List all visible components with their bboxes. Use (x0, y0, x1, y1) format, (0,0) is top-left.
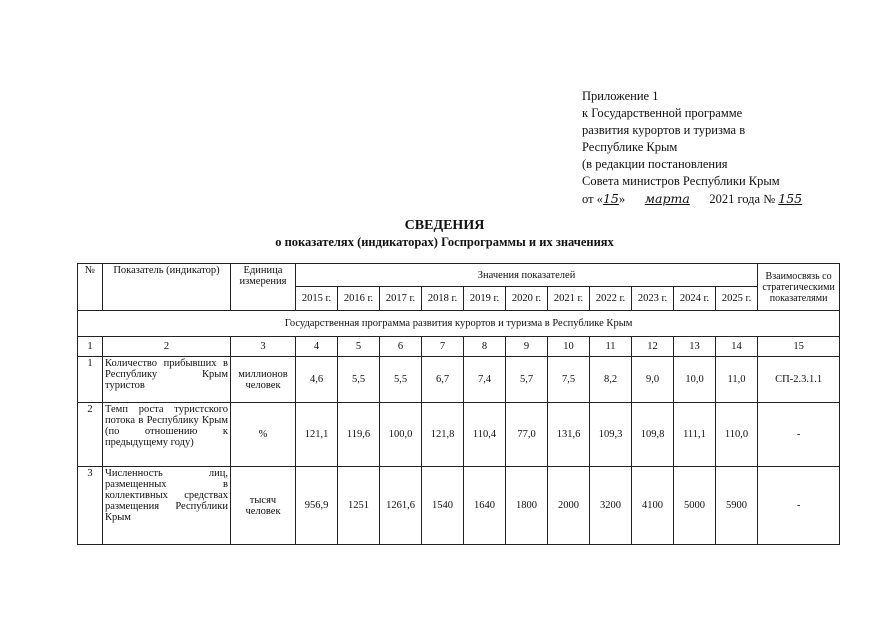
row-value: 121,8 (422, 403, 464, 467)
appendix-line: развития курортов и туризма в (582, 123, 746, 137)
appendix-line: Республике Крым (582, 140, 678, 154)
row-value: 77,0 (506, 403, 548, 467)
column-number: 7 (422, 337, 464, 357)
row-value: 956,9 (296, 467, 338, 545)
table-row (78, 467, 840, 545)
row-value: 131,6 (548, 403, 590, 467)
column-number: 13 (674, 337, 716, 357)
document-number-handwritten: 155 (778, 191, 803, 206)
row-value: 5,5 (338, 357, 380, 403)
title-block (0, 218, 889, 250)
column-number: 5 (338, 337, 380, 357)
row-value: 1251 (338, 467, 380, 545)
header-year: 2017 г. (380, 287, 422, 311)
date-month-handwritten: марта (644, 191, 690, 206)
header-year: 2023 г. (632, 287, 674, 311)
row-unit: тысяч человек (231, 467, 296, 545)
header-year: 2015 г. (296, 287, 338, 311)
column-number: 4 (296, 337, 338, 357)
header-year: 2024 г. (674, 287, 716, 311)
row-indicator: Количество прибывших в Республику Крым туристов (103, 357, 231, 403)
appendix-line: Приложение 1 (582, 89, 659, 103)
column-number: 6 (380, 337, 422, 357)
header-unit: Единица измерения (231, 264, 296, 311)
header-year: 2020 г. (506, 287, 548, 311)
page-title: СВЕДЕНИЯ (404, 218, 485, 233)
row-value: 110,0 (716, 403, 758, 467)
indicators-table (77, 263, 840, 545)
row-value: 5,5 (380, 357, 422, 403)
row-link: - (758, 403, 840, 467)
row-link: - (758, 467, 840, 545)
row-value: 109,8 (632, 403, 674, 467)
row-unit: миллионов человек (231, 357, 296, 403)
date-year: 2021 года № (709, 192, 776, 206)
date-sep: » (618, 192, 626, 206)
column-number: 2 (103, 337, 231, 357)
header-year: 2018 г. (422, 287, 464, 311)
row-num: 2 (78, 403, 103, 467)
page-subtitle: о показателях (индикаторах) Госпрограммы и их значениях (275, 235, 614, 249)
appendix-line: Совета министров Республики Крым (582, 174, 780, 188)
row-value: 5900 (716, 467, 758, 545)
column-number: 8 (464, 337, 506, 357)
appendix-block (582, 88, 802, 208)
date-prefix: от « (582, 192, 603, 206)
column-number: 12 (632, 337, 674, 357)
header-indicator: Показатель (индикатор) (103, 264, 231, 311)
appendix-date-line (582, 190, 802, 208)
header-year: 2021 г. (548, 287, 590, 311)
row-num: 1 (78, 357, 103, 403)
row-indicator: Темп роста туристского потока в Республику Крым (по отношению к предыдущему году) (103, 403, 231, 467)
column-number: 10 (548, 337, 590, 357)
row-value: 1800 (506, 467, 548, 545)
row-link: СП-2.3.1.1 (758, 357, 840, 403)
appendix-line: к Государственной программе (582, 106, 743, 120)
row-num: 3 (78, 467, 103, 545)
row-value: 7,5 (548, 357, 590, 403)
row-value: 7,4 (464, 357, 506, 403)
row-value: 5000 (674, 467, 716, 545)
column-number: 9 (506, 337, 548, 357)
row-value: 2000 (548, 467, 590, 545)
table-row (78, 403, 840, 467)
column-number: 11 (590, 337, 632, 357)
header-num: № (78, 264, 103, 311)
row-value: 119,6 (338, 403, 380, 467)
row-value: 1540 (422, 467, 464, 545)
row-value: 1640 (464, 467, 506, 545)
row-value: 110,4 (464, 403, 506, 467)
header-year: 2016 г. (338, 287, 380, 311)
row-value: 121,1 (296, 403, 338, 467)
column-number: 1 (78, 337, 103, 357)
row-value: 8,2 (590, 357, 632, 403)
row-value: 4,6 (296, 357, 338, 403)
column-number: 15 (758, 337, 840, 357)
header-year: 2022 г. (590, 287, 632, 311)
column-number: 3 (231, 337, 296, 357)
row-unit: % (231, 403, 296, 467)
appendix-line: (в редакции постановления (582, 157, 728, 171)
row-value: 4100 (632, 467, 674, 545)
program-row: Государственная программа развития курортов и туризма в Республике Крым (78, 311, 840, 337)
header-year: 2019 г. (464, 287, 506, 311)
header-link: Взаимосвязь со стратегическими показателями (758, 264, 840, 311)
row-value: 3200 (590, 467, 632, 545)
row-value: 1261,6 (380, 467, 422, 545)
header-year: 2025 г. (716, 287, 758, 311)
row-value: 100,0 (380, 403, 422, 467)
row-value: 5,7 (506, 357, 548, 403)
header-values: Значения показателей (296, 264, 758, 287)
row-value: 10,0 (674, 357, 716, 403)
row-indicator: Численность лиц, размещенных в коллективных средствах размещения Республики Крым (103, 467, 231, 545)
date-day-handwritten: 15 (602, 191, 619, 206)
column-number: 14 (716, 337, 758, 357)
row-value: 111,1 (674, 403, 716, 467)
row-value: 6,7 (422, 357, 464, 403)
table-row (78, 357, 840, 403)
row-value: 9,0 (632, 357, 674, 403)
row-value: 109,3 (590, 403, 632, 467)
row-value: 11,0 (716, 357, 758, 403)
